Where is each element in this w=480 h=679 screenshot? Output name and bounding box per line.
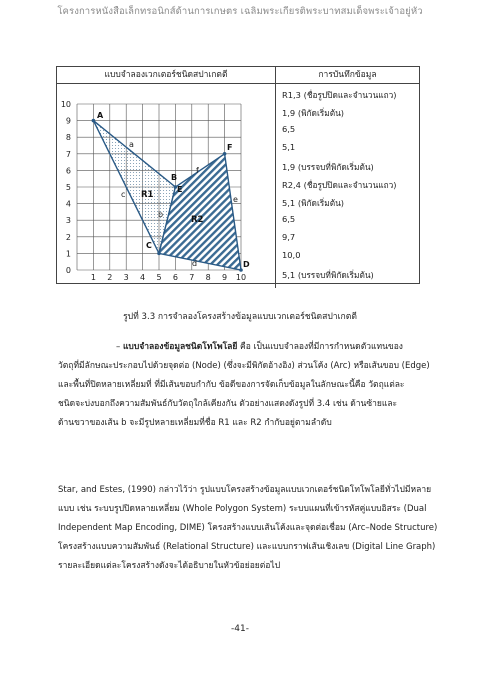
paragraph-line: Star, and Estes, (1990) กล่าวไว้ว่า รูปแบบโครงสร้างข้อมูลแบบเวกเตอร์ชนิดโทโพโลยีทั่วไปมีหลาย xyxy=(58,485,432,495)
polygon-r2 xyxy=(159,154,241,270)
y-tick-label: 8 xyxy=(65,133,71,143)
paragraph-line: โครงสร้างแบบความสัมพันธ์ (Relational Structure) และแบบกราฟเส้นเชิงเลข (Digital Line Graph) xyxy=(58,542,436,552)
x-tick-label: 8 xyxy=(205,273,211,282)
x-tick-label: 7 xyxy=(189,273,195,282)
figure-table-header xyxy=(57,67,419,84)
y-tick-label: 0 xyxy=(65,266,71,275)
y-tick-label: 1 xyxy=(65,249,71,259)
page-header: โครงการหนังสือเล็กทรอนิกส์ด้านการเกษตร เฉลิมพระเกียรติพระบาทสมเด็จพระเจ้าอยู่หัว xyxy=(57,6,423,17)
spaghetti-grid-diagram xyxy=(57,84,274,284)
left-heading: แบบจำลองเวกเตอร์ชนิดสปาเกตตี xyxy=(57,67,276,83)
figure-table xyxy=(56,66,420,284)
vertex-label-e: E xyxy=(177,185,183,194)
paragraph-topology xyxy=(58,338,430,433)
page-number: -41- xyxy=(231,624,249,634)
record-line: 5,1 (พิกัดเริ่มต้น) xyxy=(282,198,345,208)
record-line: 10,0 xyxy=(282,250,301,260)
paragraph-line: ด้านขวาของเส้น b จะมีรูปหลายเหลี่ยมที่ชื่อ R1 และ R2 กำกับอยู่ตามลำดับ xyxy=(58,418,332,428)
term-topology: แบบจำลองข้อมูลชนิดโทโพโลยี xyxy=(122,342,238,352)
vertex-label-c: C xyxy=(146,241,152,250)
vertex-label-b: B xyxy=(171,173,178,182)
y-tick-label: 2 xyxy=(65,232,71,242)
region-label-r2: R2 xyxy=(191,215,204,225)
record-line: 6,5 xyxy=(282,124,296,134)
paragraph-line: รายละเอียดแต่ละโครงสร้างดังจะได้อธิบายในหัวข้อย่อยต่อไป xyxy=(58,561,281,571)
x-tick-label: 10 xyxy=(235,273,247,282)
paragraph-line: แบบ เช่น ระบบรูปปิดหลายเหลี่ยม (Whole Polygon System) ระบบแผนที่เข้ารหัสคู่แบบอิสระ (Dual xyxy=(58,504,427,514)
x-tick-label: 1 xyxy=(90,273,96,282)
y-tick-label: 3 xyxy=(65,216,71,226)
right-heading: การบันทึกข้อมูล xyxy=(318,70,377,80)
spaghetti-grid-cell xyxy=(57,84,276,288)
paragraph-line: Independent Map Encoding, DIME) โครงสร้างแบบเส้นโค้งและจุดต่อเชื่อม (Arc–Node Structure) xyxy=(58,523,438,533)
paragraph-line: ชนิดจะบ่งบอกถึงความสัมพันธ์กับวัตถุใกล้เคียงกัน ตัวอย่างแสดงดังรูปที่ 3.4 เช่น ด้านซ้ายและ xyxy=(58,399,398,409)
figure-table-body xyxy=(57,84,419,288)
record-line: R2,4 (ชื่อรูปปิดและจำนวนแถว) xyxy=(282,180,397,190)
edge-label-c: c xyxy=(121,190,126,199)
edge-label-f: f xyxy=(196,166,199,175)
records-cell xyxy=(276,84,419,288)
x-tick-label: 9 xyxy=(222,273,228,282)
edge-label-d: d xyxy=(192,259,198,268)
x-tick-label: 6 xyxy=(172,273,178,282)
y-tick-label: 4 xyxy=(65,199,71,209)
x-tick-label: 2 xyxy=(107,273,113,282)
x-tick-label: 3 xyxy=(123,273,129,282)
record-line: R1,3 (ชื่อรูปปิดและจำนวนแถว) xyxy=(282,90,397,100)
edge-label-a: a xyxy=(129,140,134,149)
region-label-r1: R1 xyxy=(141,190,154,200)
y-tick-label: 5 xyxy=(65,183,71,192)
y-tick-label: 10 xyxy=(60,100,71,109)
record-line: 1,9 (บรรจบที่พิกัดเริ่มต้น) xyxy=(282,162,374,172)
record-line: 5,1 (บรรจบที่พิกัดเริ่มต้น) xyxy=(282,270,374,280)
edge-label-e: e xyxy=(233,195,238,204)
x-tick-label: 4 xyxy=(140,273,146,282)
record-line: 1,9 (พิกัดเริ่มต้น) xyxy=(282,108,345,118)
paragraph-line: คือ เป็นแบบจำลองที่มีการกำหนดตัวแทนของ xyxy=(237,342,403,352)
record-line: 6,5 xyxy=(282,214,296,224)
y-tick-label: 6 xyxy=(65,166,71,176)
y-tick-label: 7 xyxy=(65,149,71,159)
y-tick-label: 9 xyxy=(65,116,71,126)
paragraph-line: และพื้นที่ปิดหลายเหลี่ยมที่ ที่มีเส้นขอบกำกับ ข้อดีของการจัดเก็บข้อมูลในลักษณะนี้คือ วัตถุแต่ละ xyxy=(58,380,405,390)
vertex-label-d: D xyxy=(243,260,250,269)
vertex-label-a: A xyxy=(97,111,104,120)
bullet-dash: – xyxy=(116,342,123,352)
record-line: 5,1 xyxy=(282,142,296,152)
record-line: 9,7 xyxy=(282,232,296,242)
paragraph-line: วัตถุที่มีลักษณะประกอบไปด้วยจุดต่อ (Node) (ซึ่งจะมีพิกัดอ้างอิง) ส่วนโค้ง (Arc) หรือเส้นขอบ (Edge) xyxy=(58,361,430,371)
paragraph-structures xyxy=(58,481,438,576)
edge-label-b: b xyxy=(158,210,164,219)
figure-caption: รูปที่ 3.3 การจำลองโครงสร้างข้อมูลแบบเวกเตอร์ชนิดสปาเกตตี xyxy=(123,312,357,322)
vertex-label-f: F xyxy=(227,143,233,152)
x-tick-label: 5 xyxy=(156,273,162,282)
